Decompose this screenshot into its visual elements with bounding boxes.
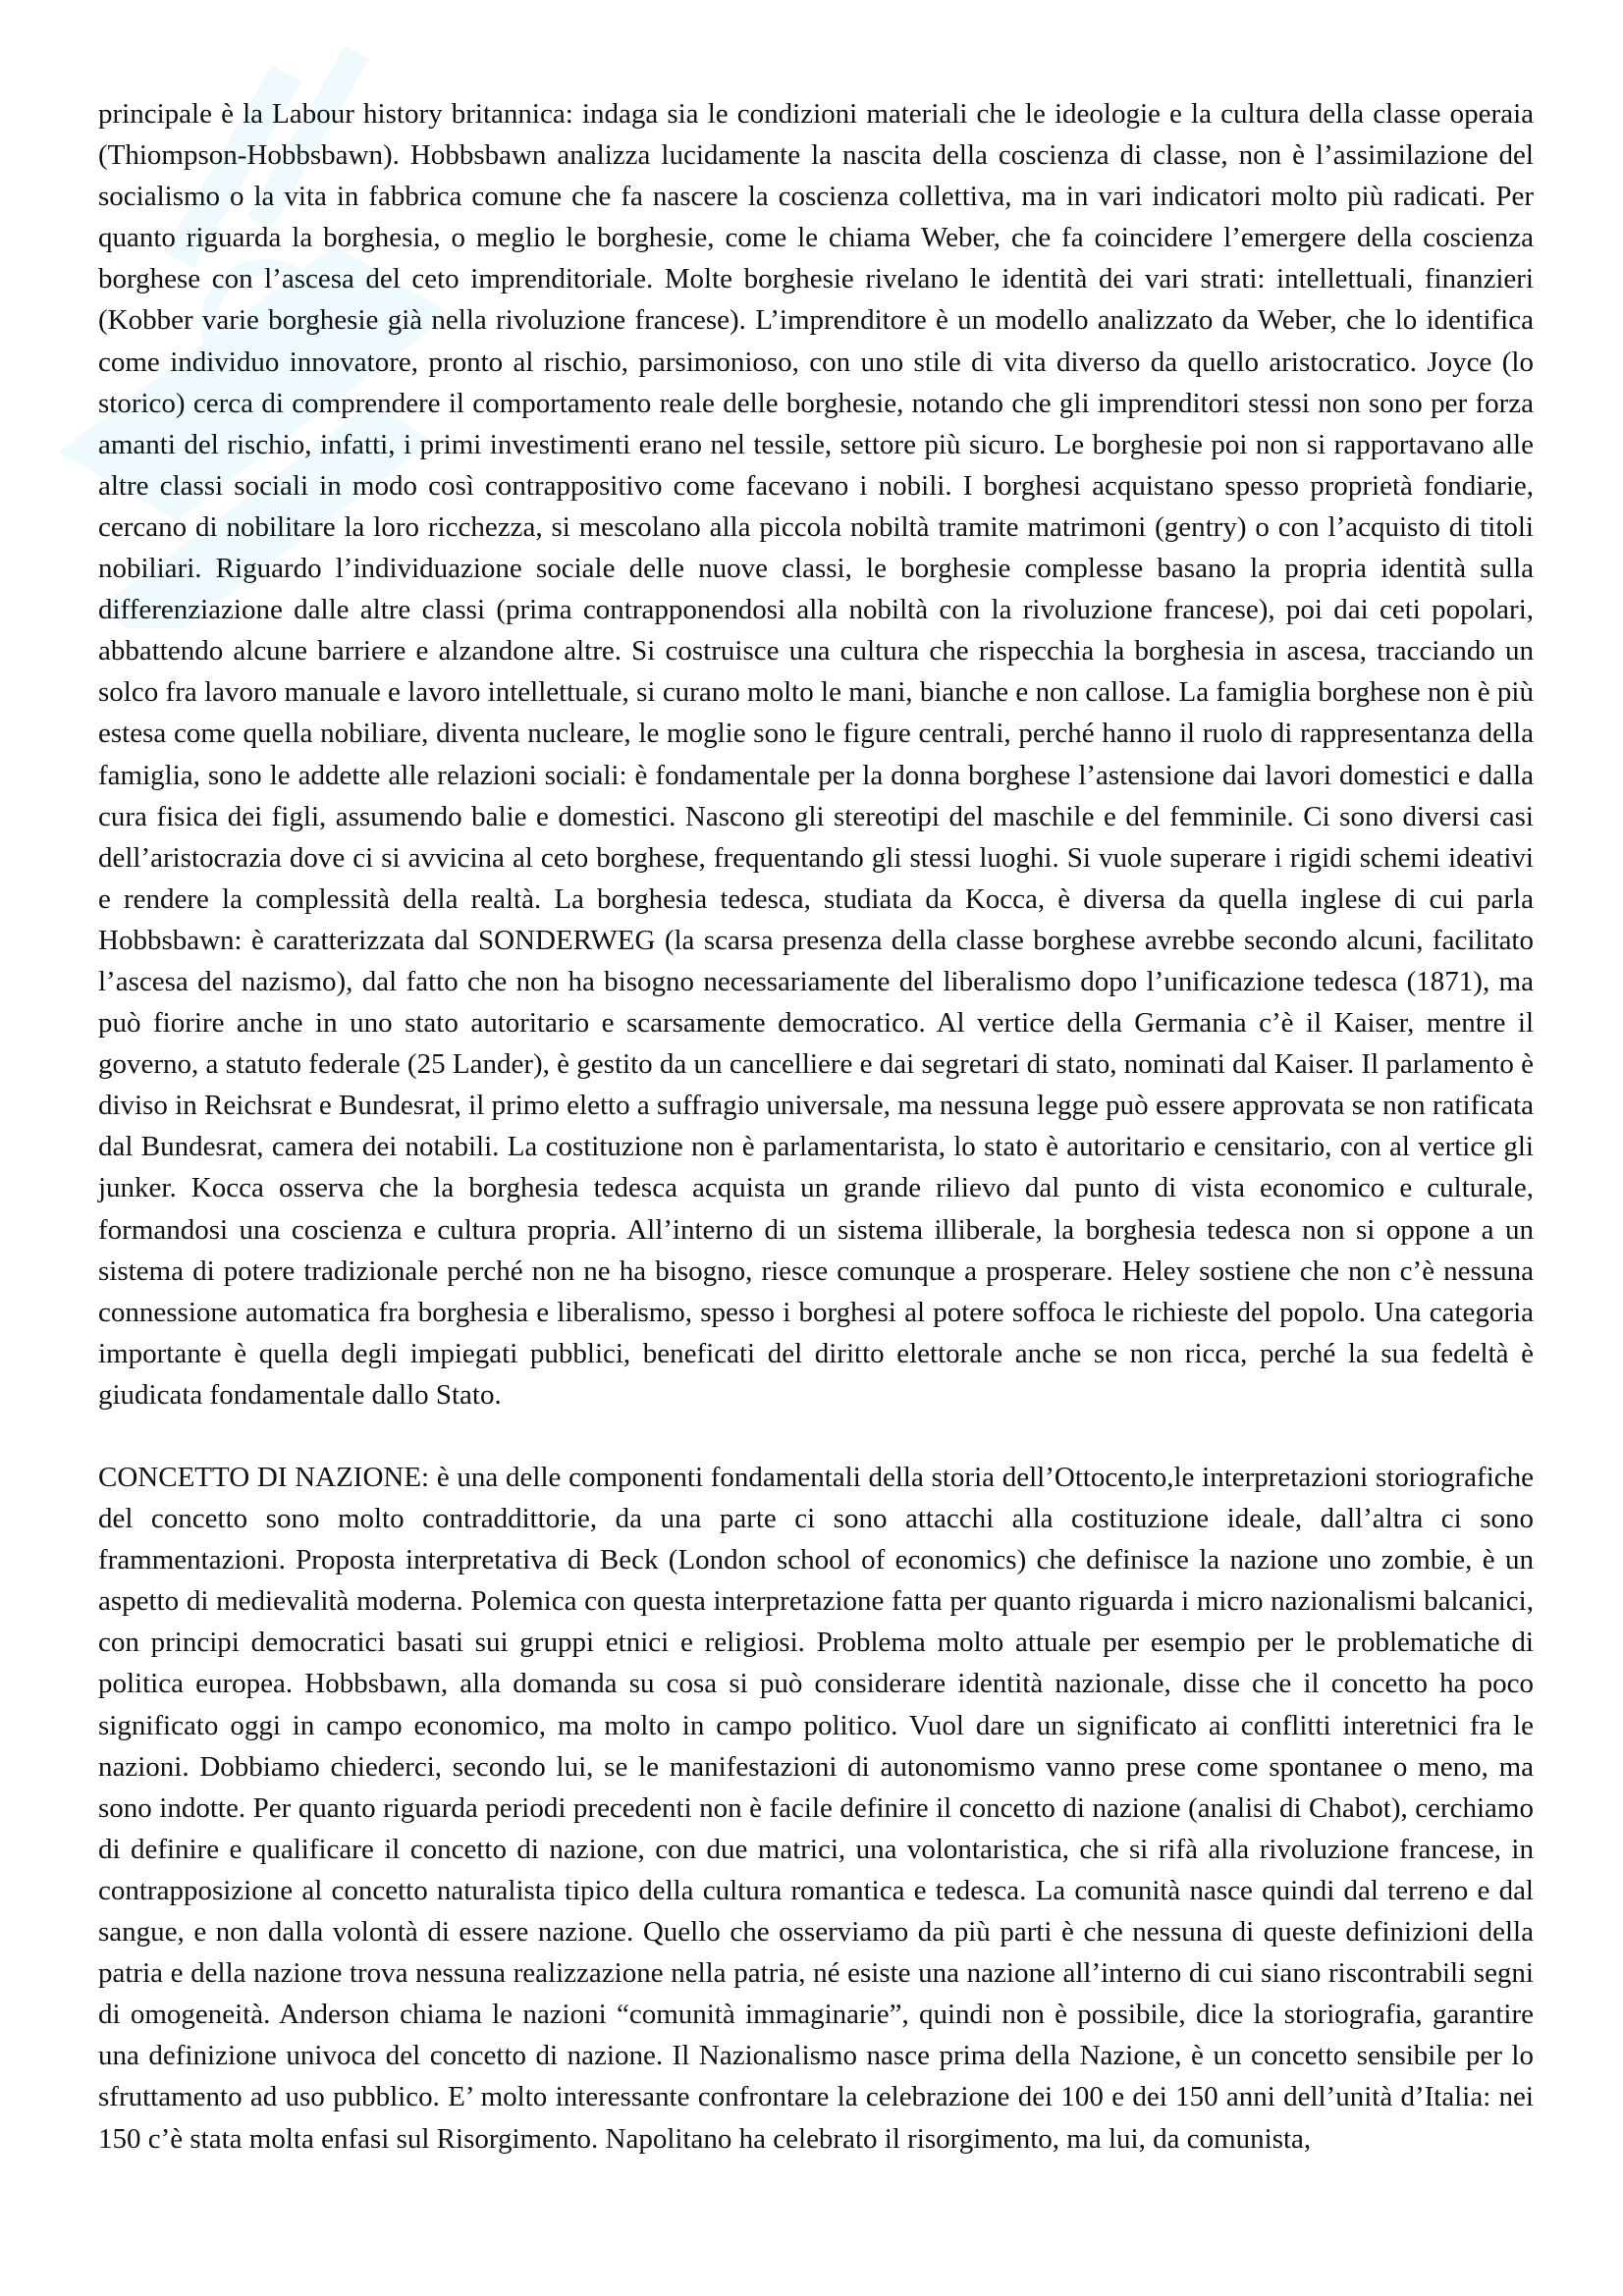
document-body bbox=[98, 93, 1534, 2160]
paragraph-concetto-di-nazione: CONCETTO DI NAZIONE: è una delle componenti fondamentali della storia dell’Ottocento,le interpretazioni storiografiche del concetto sono molto contraddittorie, da una parte ci sono attacchi alla costituzione ideale, dall’altra ci sono frammentazioni. Proposta interpretativa di Beck (London school of economics) che definisce la nazione uno zombie, è un aspetto di medievalità moderna. Polemica con questa interpretazione fatta per quanto riguarda i micro nazionalismi balcanici, con principi democratici basati sui gruppi etnici e religiosi. Problema molto attuale per esempio per le problematiche di politica europea. Hobbsbawn, alla domanda su cosa si può considerare identità nazionale, disse che il concetto ha poco significato oggi in campo economico, ma molto in campo politico. Vuol dare un significato ai conflitti interetnici fra le nazioni. Dobbiamo chiederci, secondo lui, se le manifestazioni di autonomismo vanno prese come spontanee o meno, ma sono indotte. Per quanto riguarda periodi precedenti non è facile definire il concetto di nazione (analisi di Chabot), cerchiamo di definire e qualificare il concetto di nazione, con due matrici, una volontaristica, che si rifà alla rivoluzione francese, in contrapposizione al concetto naturalista tipico della cultura romantica e tedesca. La comunità nasce quindi dal terreno e dal sangue, e non dalla volontà di essere nazione. Quello che osserviamo da più parti è che nessuna di queste definizioni della patria e della nazione trova nessuna realizzazione nella patria, né esiste una nazione all’interno di cui siano riscontrabili segni di omogeneità. Anderson chiama le nazioni “comunità immaginarie”, quindi non è possibile, dice la storiografia, garantire una definizione univoca del concetto di nazione. Il Nazionalismo nasce prima della Nazione, è un concetto sensibile per lo sfruttamento ad uso pubblico. E’ molto interessante confrontare la celebrazione dei 100 e dei 150 anni dell’unità d’Italia: nei 150 c’è stata molta enfasi sul Risorgimento. Napolitano ha celebrato il risorgimento, ma lui, da comunista, bbox=[98, 1462, 1534, 2155]
paragraph-borghesia: principale è la Labour history britannica: indaga sia le condizioni materiali che le ideologie e la cultura della classe operaia (Thiompson-Hobbsbawn). Hobbsbawn analizza lucidamente la nascita della coscienza di classe, non è l’assimilazione del socialismo o la vita in fabbrica comune che fa nascere la coscienza collettiva, ma in vari indicatori molto più radicati. Per quanto riguarda la borghesia, o meglio le borghesie, come le chiama Weber, che fa coincidere l’emergere della coscienza borghese con l’ascesa del ceto imprenditoriale. Molte borghesie rivelano le identità dei vari strati: intellettuali, finanzieri (Kobber varie borghesie già nella rivoluzione francese). L’imprenditore è un modello analizzato da Weber, che lo identifica come individuo innovatore, pronto al rischio, parsimonioso, con uno stile di vita diverso da quello aristocratico. Joyce (lo storico) cerca di comprendere il comportamento reale delle borghesie, notando che gli imprenditori stessi non sono per forza amanti del rischio, infatti, i primi investimenti erano nel tessile, settore più sicuro. Le borghesie poi non si rapportavano alle altre classi sociali in modo così contrappositivo come facevano i nobili. I borghesi acquistano spesso proprietà fondiarie, cercano di nobilitare la loro ricchezza, si mescolano alla piccola nobiltà tramite matrimoni (gentry) o con l’acquisto di titoli nobiliari. Riguardo l’individuazione sociale delle nuove classi, le borghesie complesse basano la propria identità sulla differenziazione dalle altre classi (prima contrapponendosi alla nobiltà con la rivoluzione francese), poi dai ceti popolari, abbattendo alcune barriere e alzandone altre. Si costruisce una cultura che rispecchia la borghesia in ascesa, tracciando un solco fra lavoro manuale e lavoro intellettuale, si curano molto le mani, bianche e non callose. La famiglia borghese non è più estesa come quella nobiliare, diventa nucleare, le moglie sono le figure centrali, perché hanno il ruolo di rappresentanza della famiglia, sono le addette alle relazioni sociali: è fondamentale per la donna borghese l’astensione dai lavori domestici e dalla cura fisica dei figli, assumendo balie e domestici. Nascono gli stereotipi del maschile e del femminile. Ci sono diversi casi dell’aristocrazia dove ci si avvicina al ceto borghese, frequentando gli stessi luoghi. Si vuole superare i rigidi schemi ideativi e rendere la complessità della realtà. La borghesia tedesca, studiata da Kocca, è diversa da quella inglese di cui parla Hobbsbawn: è caratterizzata dal SONDERWEG (la scarsa presenza della classe borghese avrebbe secondo alcuni, facilitato l’ascesa del nazismo), dal fatto che non ha bisogno necessariamente del liberalismo dopo l’unificazione tedesca (1871), ma può fiorire anche in uno stato autoritario e scarsamente democratico. Al vertice della Germania c’è il Kaiser, mentre il governo, a statuto federale (25 Lander), è gestito da un cancelliere e dai segretari di stato, nominati dal Kaiser. Il parlamento è diviso in Reichsrat e Bundesrat, il primo eletto a suffragio universale, ma nessuna legge può essere approvata se non ratificata dal Bundesrat, camera dei notabili. La costituzione non è parlamentarista, lo stato è autoritario e censitario, con al vertice gli junker. Kocca osserva che la borghesia tedesca acquista un grande rilievo dal punto di vista economico e culturale, formandosi una coscienza e cultura propria. All’interno di un sistema illiberale, la borghesia tedesca non si oppone a un sistema di potere tradizionale perché non ne ha bisogno, riesce comunque a prosperare. Heley sostiene che non c’è nessuna connessione automatica fra borghesia e liberalismo, spesso i borghesi al potere soffoca le richieste del popolo. Una categoria importante è quella degli impiegati pubblici, beneficati del diritto elettorale anche se non ricca, perché la sua fedeltà è giudicata fondamentale dallo Stato. bbox=[98, 98, 1534, 1411]
